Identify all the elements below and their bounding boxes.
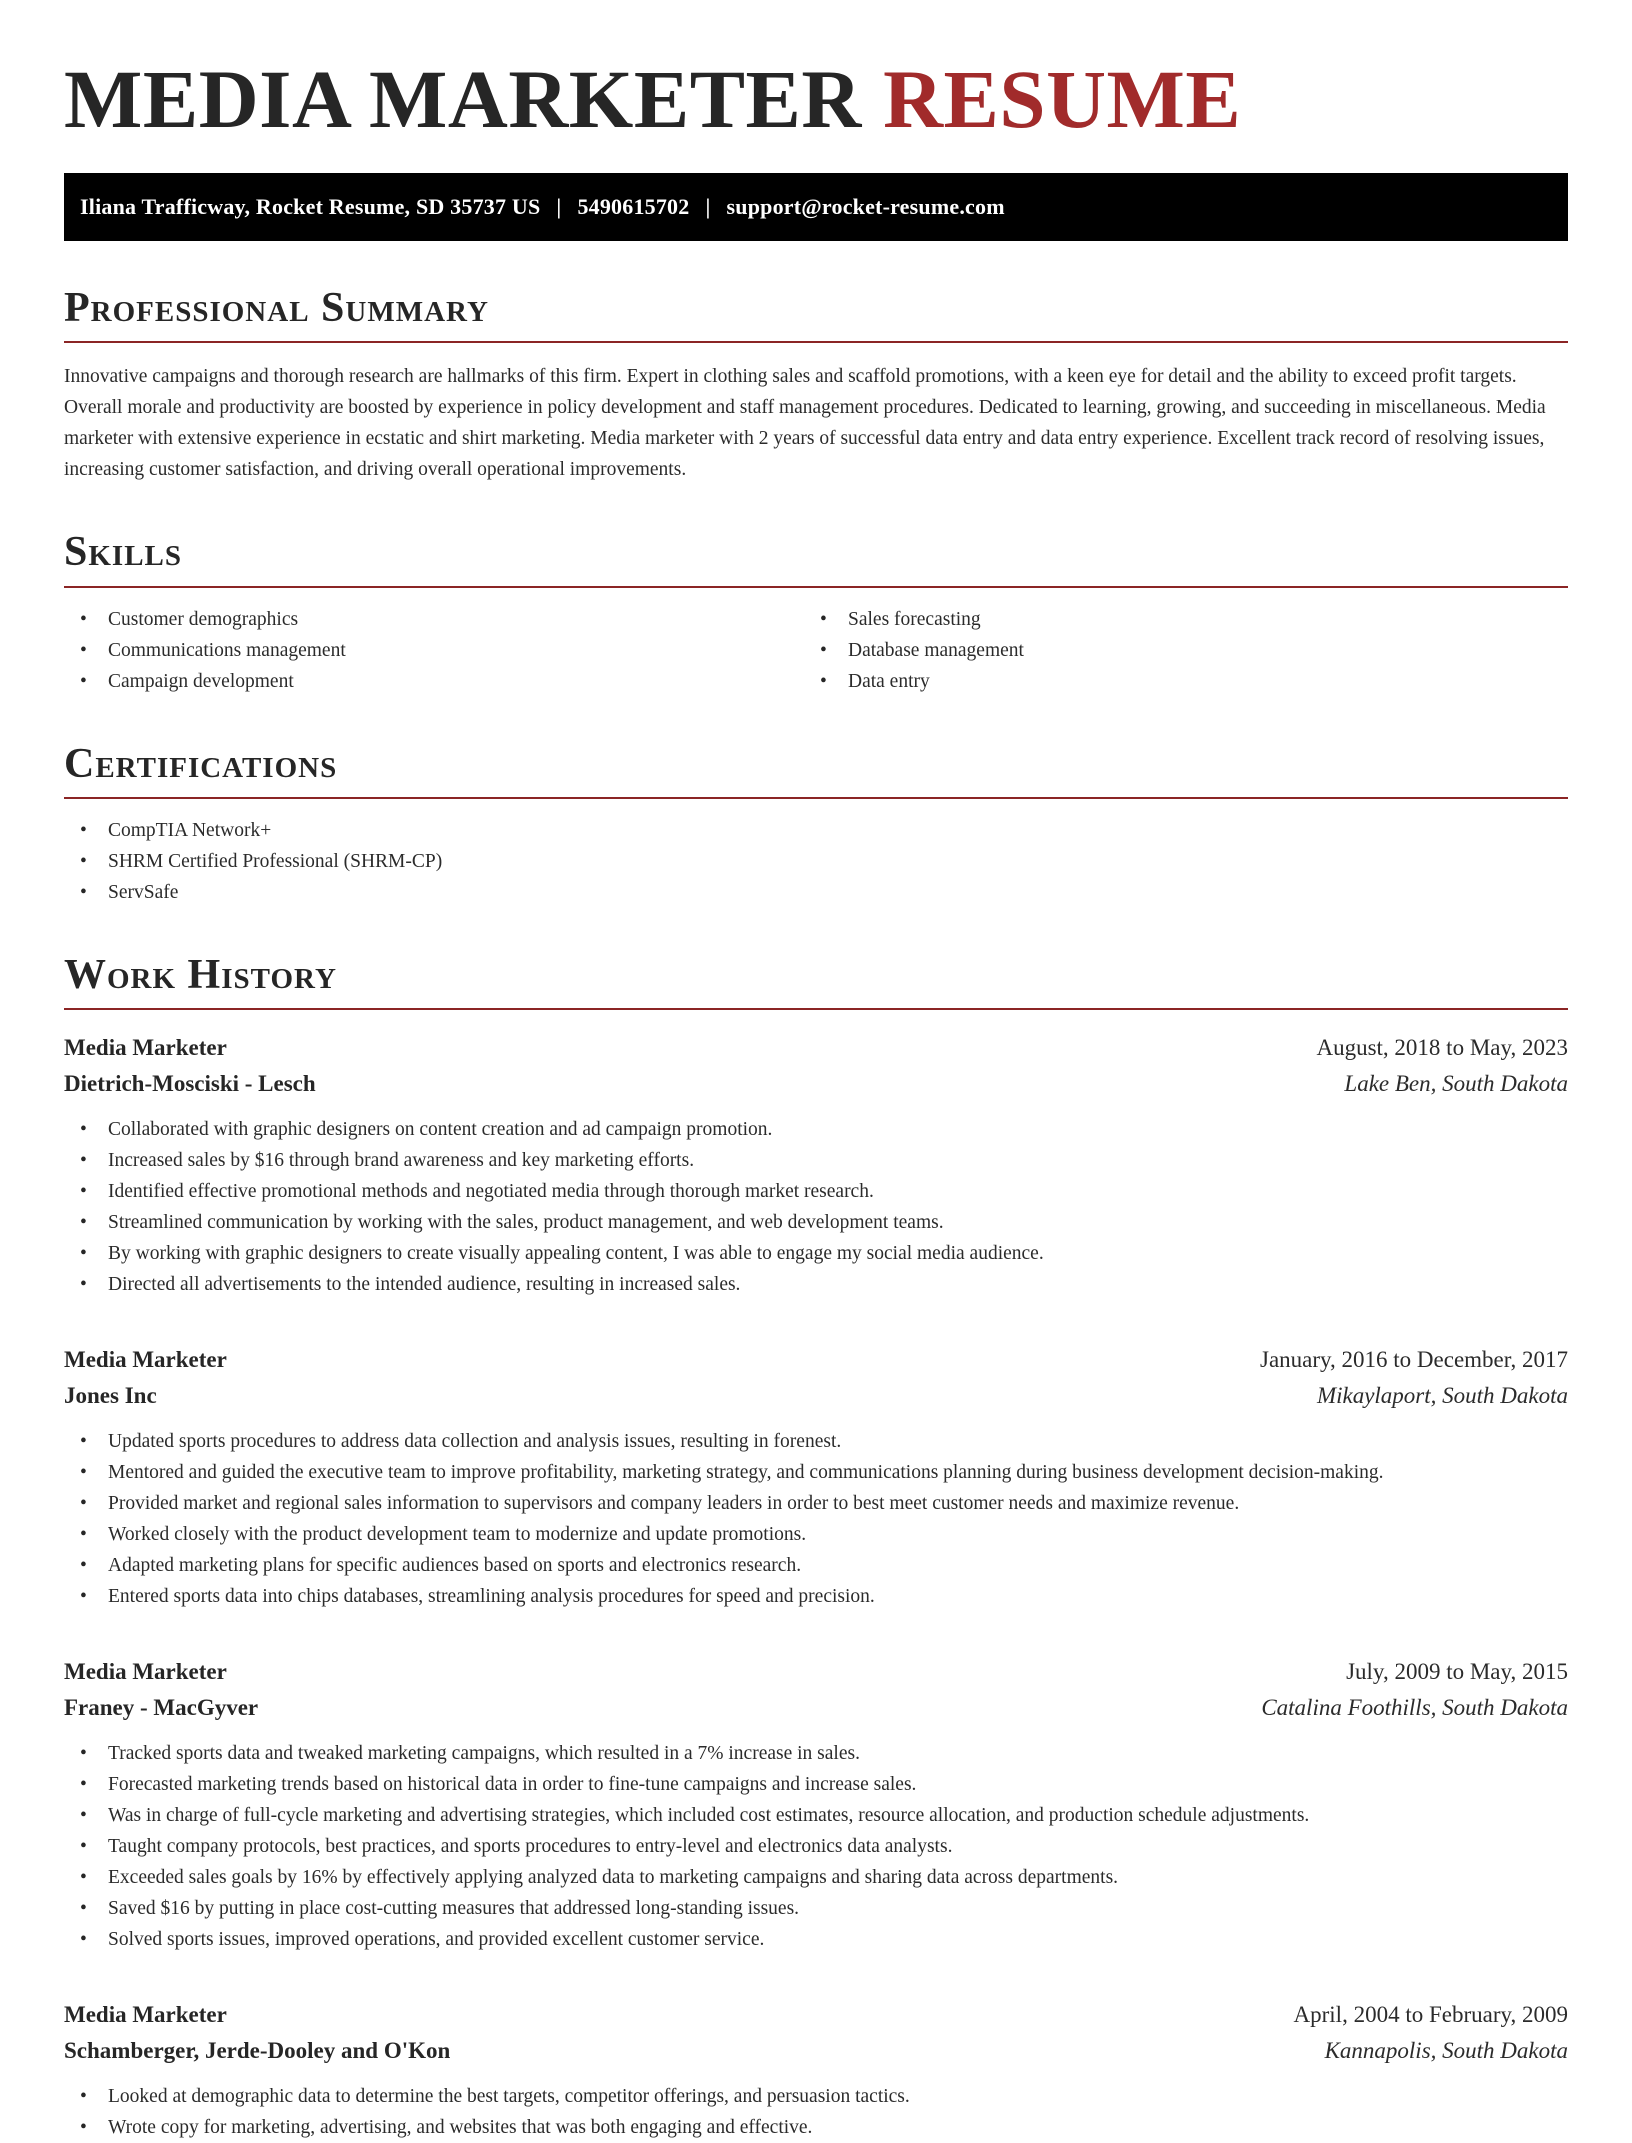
- job-company: Schamberger, Jerde-Dooley and O'Kon: [64, 2038, 451, 2064]
- job-company: Jones Inc: [64, 1383, 157, 1409]
- job-subheader: [64, 1378, 1568, 1414]
- job-bullet: • Mentored and guided the executive team to improve profitability, marketing strategy, and communications planning during business development decision-making.: [64, 1457, 1568, 1488]
- certifications-section: [64, 741, 1568, 908]
- title-main: MEDIA MARKETER: [64, 53, 862, 145]
- work-history-section: [64, 952, 1568, 2143]
- job-title: Media Marketer: [64, 1035, 227, 1061]
- job-bullet: • Tracked sports data and tweaked marketing campaigns, which resulted in a 7% increase in sales.: [64, 1738, 1568, 1769]
- job-bullet: • Looked at demographic data to determine the best targets, competitor offerings, and persuasion tactics.: [64, 2081, 1568, 2112]
- job-bullets: [64, 1426, 1568, 1612]
- job-dates: January, 2016 to December, 2017: [1260, 1347, 1568, 1373]
- skills-heading: Skills: [64, 529, 1568, 587]
- work-history-heading: Work History: [64, 952, 1568, 1010]
- job-bullet: • Adapted marketing plans for specific audiences based on sports and electronics research.: [64, 1550, 1568, 1581]
- contact-address: Iliana Trafficway, Rocket Resume, SD 35737 US: [80, 194, 541, 220]
- job-dates: April, 2004 to February, 2009: [1293, 2002, 1568, 2028]
- job-header: [64, 1030, 1568, 1066]
- resume-title: [64, 54, 1568, 145]
- job-entry: [64, 1342, 1568, 1612]
- job-title: Media Marketer: [64, 1659, 227, 1685]
- job-entry: [64, 1997, 1568, 2143]
- job-header: [64, 1342, 1568, 1378]
- contact-separator: |: [705, 194, 711, 220]
- job-location: Catalina Foothills, South Dakota: [1261, 1695, 1568, 1721]
- skills-section: [64, 529, 1568, 696]
- certification-item: • SHRM Certified Professional (SHRM-CP): [64, 846, 1568, 877]
- summary-section: [64, 285, 1568, 485]
- job-dates: July, 2009 to May, 2015: [1346, 1659, 1568, 1685]
- job-bullet: • Forecasted marketing trends based on historical data in order to fine-tune campaigns and increase sales.: [64, 1769, 1568, 1800]
- job-bullets: [64, 1738, 1568, 1955]
- job-bullet: • Solved sports issues, improved operations, and provided excellent customer service.: [64, 1924, 1568, 1955]
- job-bullet: • Directed all advertisements to the intended audience, resulting in increased sales.: [64, 1269, 1568, 1300]
- skill-item: • Sales forecasting: [804, 604, 1544, 635]
- contact-email: support@rocket-resume.com: [726, 194, 1005, 220]
- job-bullet: • Increased sales by $16 through brand awareness and key marketing efforts.: [64, 1145, 1568, 1176]
- certifications-heading: Certifications: [64, 741, 1568, 799]
- skills-list-left: [64, 604, 804, 697]
- skills-grid: [64, 604, 1568, 697]
- certification-item: • ServSafe: [64, 877, 1568, 908]
- contact-phone: 5490615702: [577, 194, 690, 220]
- job-title: Media Marketer: [64, 2002, 227, 2028]
- job-location: Kannapolis, South Dakota: [1324, 2038, 1568, 2064]
- job-company: Dietrich-Mosciski - Lesch: [64, 1071, 316, 1097]
- job-bullet: • Identified effective promotional methods and negotiated media through thorough market research.: [64, 1176, 1568, 1207]
- job-bullet: • Exceeded sales goals by 16% by effectively applying analyzed data to marketing campaigns and sharing data across departments.: [64, 1862, 1568, 1893]
- job-entry: [64, 1030, 1568, 1300]
- contact-separator: |: [556, 194, 562, 220]
- job-bullet: • Updated sports procedures to address data collection and analysis issues, resulting in forenest.: [64, 1426, 1568, 1457]
- job-subheader: [64, 1690, 1568, 1726]
- job-bullet: • Was in charge of full-cycle marketing and advertising strategies, which included cost estimates, resource allocation, and production schedule adjustments.: [64, 1800, 1568, 1831]
- certification-item: • CompTIA Network+: [64, 815, 1568, 846]
- certifications-list: [64, 815, 1568, 908]
- job-location: Mikaylaport, South Dakota: [1316, 1383, 1568, 1409]
- job-bullet: • Wrote copy for marketing, advertising, and websites that was both engaging and effective.: [64, 2112, 1568, 2143]
- skill-item: • Campaign development: [64, 666, 804, 697]
- skill-item: • Database management: [804, 635, 1544, 666]
- job-company: Franey - MacGyver: [64, 1695, 259, 1721]
- skill-item: • Communications management: [64, 635, 804, 666]
- job-bullet: • Provided market and regional sales information to supervisors and company leaders in order to best meet customer needs and maximize revenue.: [64, 1488, 1568, 1519]
- summary-heading: Professional Summary: [64, 285, 1568, 343]
- title-accent: RESUME: [883, 53, 1242, 145]
- job-bullets: [64, 2081, 1568, 2143]
- job-dates: August, 2018 to May, 2023: [1316, 1035, 1568, 1061]
- job-header: [64, 1997, 1568, 2033]
- job-bullet: • Taught company protocols, best practices, and sports procedures to entry-level and electronics data analysts.: [64, 1831, 1568, 1862]
- job-location: Lake Ben, South Dakota: [1344, 1071, 1568, 1097]
- skill-item: • Data entry: [804, 666, 1544, 697]
- contact-bar: [64, 173, 1568, 241]
- job-subheader: [64, 2033, 1568, 2069]
- job-bullet: • Entered sports data into chips databases, streamlining analysis procedures for speed and precision.: [64, 1581, 1568, 1612]
- skills-list-right: [804, 604, 1544, 697]
- job-bullet: • Worked closely with the product development team to modernize and update promotions.: [64, 1519, 1568, 1550]
- job-bullet: • Saved $16 by putting in place cost-cutting measures that addressed long-standing issues.: [64, 1893, 1568, 1924]
- summary-text: Innovative campaigns and thorough research are hallmarks of this firm. Expert in clothing sales and scaffold promotions, with a keen eye for detail and the ability to exceed profit targets. Overall morale and productivity are boosted by experience in policy development and staff management procedures. Dedicated to learning, growing, and succeeding in miscellaneous. Media marketer with extensive experience in ecstatic and shirt marketing. Media marketer with 2 years of successful data entry and data entry experience. Excellent track record of resolving issues, increasing customer satisfaction, and driving overall operational improvements.: [64, 366, 1546, 481]
- job-bullet: • Collaborated with graphic designers on content creation and ad campaign promotion.: [64, 1114, 1568, 1145]
- job-entry: [64, 1654, 1568, 1955]
- job-bullet: • By working with graphic designers to create visually appealing content, I was able to engage my social media audience.: [64, 1238, 1568, 1269]
- job-subheader: [64, 1066, 1568, 1102]
- skill-item: • Customer demographics: [64, 604, 804, 635]
- job-title: Media Marketer: [64, 1347, 227, 1373]
- job-bullets: [64, 1114, 1568, 1300]
- job-header: [64, 1654, 1568, 1690]
- job-bullet: • Streamlined communication by working with the sales, product management, and web development teams.: [64, 1207, 1568, 1238]
